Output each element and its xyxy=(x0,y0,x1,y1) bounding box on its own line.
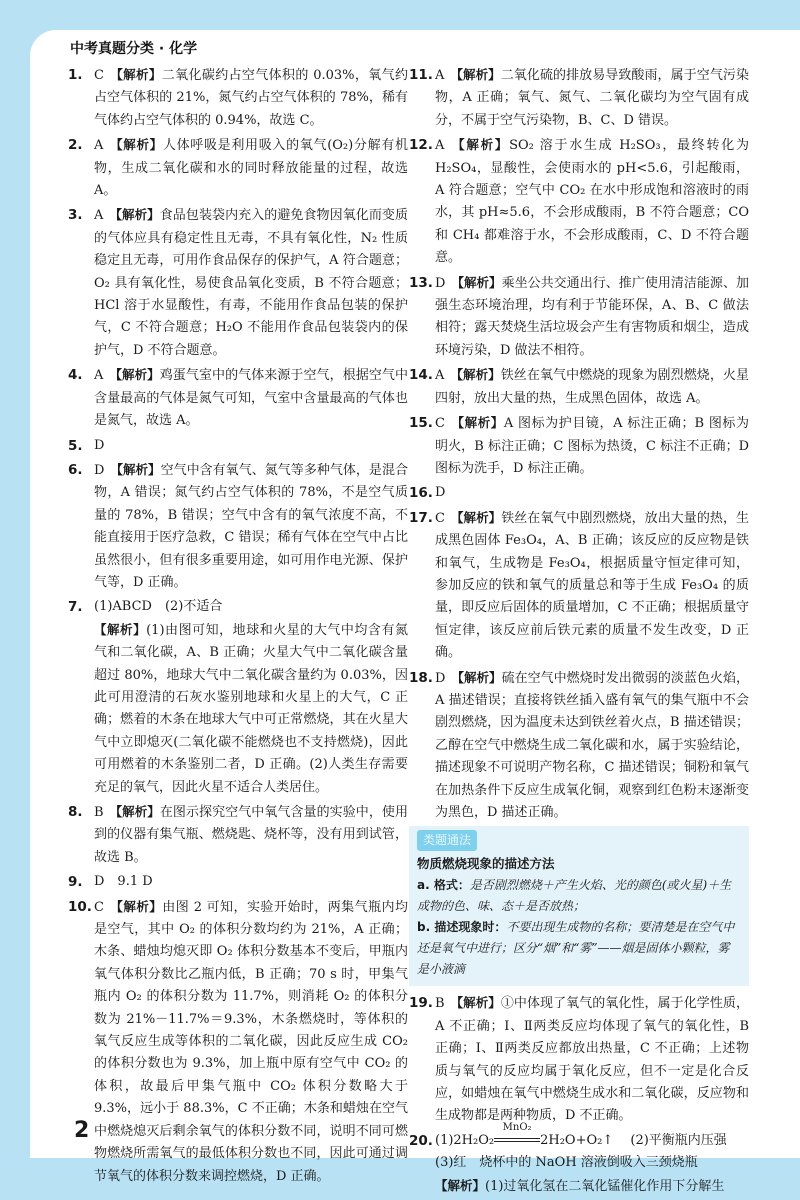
explanation-text: ①中体现了氧气的氧化性，属于化学性质，A 不正确；Ⅰ、Ⅱ两类反应均体现了氧气的氧化性，B 正确；Ⅰ、Ⅱ两类反应都放出热量，C 不正确；上述物质与氧气的反应均属于氧化反应，但不一定是化合反应，如蜡烛在氧气中燃烧生成水和二氧化碳，反应物和生成物都是两种物质，D 不正确。 xyxy=(435,996,749,1124)
catalyst-arrow: MnO₂ xyxy=(494,1133,540,1147)
tip-line-b: b. 描述现象时：不要出现生成物的名称；要清楚是在空气中还是氧气中进行；区分“烟”和“雾”——烟是固体小颗粒，雾是小液滴 xyxy=(417,920,735,977)
answer-item xyxy=(409,667,749,825)
answer-choice: D xyxy=(435,670,446,686)
question-number: 16. xyxy=(409,485,433,502)
question-number: 1. xyxy=(68,67,83,83)
page-header-title: 中考真题分类 · 化学 xyxy=(70,41,198,57)
tip-title: 物质燃烧现象的描述方法 xyxy=(417,856,555,872)
answer-choice: D xyxy=(94,462,105,478)
answer-item xyxy=(409,134,749,269)
explanation-text: 由图 2 可知，实验开始时，两集气瓶内均是空气，其中 O₂ 的体积分数均约为 21%，A 正确；木条、蜡烛均熄灭即 O₂ 体积分数基本不变后，甲瓶内氧气体积分数比乙瓶内低，B 正确；70 s 时，甲集气瓶内 O₂ 的体积分数为 11.7%，则消耗 O₂ 的体积分数为 21%－11.7%＝9.3%，木条燃烧时，等体积的氧气反应生成等体积的二氧化碳，因此反应生成 CO₂ 的体积分数也为 9.3%，加上瓶中原有空气中 CO₂ 的体积，故最后甲集气瓶中 CO₂ 体积分数略大于 9.3%，远小于 88.3%，C 不正确；木条和蜡烛在空气中燃烧熄灭后剩余氧气的体积分数不同，说明不同可燃物燃烧所需氧气的最低体积分数也不同，因此可通过调节氧气的体积分数来调控燃烧，D 正确。 xyxy=(94,899,408,1184)
tip-box xyxy=(409,826,749,986)
question-number: 15. xyxy=(409,415,433,432)
answer-choice: A xyxy=(94,138,104,154)
answer-item-20 xyxy=(409,1122,749,1198)
explanation-text: 铁丝在氧气中剧烈燃烧，放出大量的热，生成黑色固体 Fe₃O₄，A、B 正确；该反应的反应物是铁和氧气，生成物是 Fe₃O₄，根据质量守恒定律可知，参加反应的铁和氧气的质量总和等于生成 Fe₃O₄ 的质量，即反应后固体的质量增加，C 不正确；根据质量守恒定律，该反应前后铁元素的质量不发生改变，D 正确。 xyxy=(435,510,749,661)
explanation-label: 【解析】 xyxy=(109,207,160,223)
question-number: 17. xyxy=(409,509,433,526)
answer-item xyxy=(409,412,749,480)
right-column xyxy=(409,64,749,1200)
explanation-label: 【解析】 xyxy=(450,509,502,525)
answer-item xyxy=(68,364,408,432)
question-number: 12. xyxy=(409,137,433,154)
explanation-label: 【解析】 xyxy=(94,621,147,637)
explanation-text: 二氧化碳约占空气体积的 0.03%，氧气约占空气体积的 21%，氮气约占空气体积的 78%，稀有气体约占空气体积的 0.94%，故选 C。 xyxy=(94,68,408,128)
explanation-text: 空气中含有氧气、氮气等多种气体，是混合物，A 错误；氮气约占空气体积的 78%，不是空气质量的 78%，B 错误；空气中含有的氧气浓度不高，不能直接用于医疗急救，C 错误；稀有气体在空气中占比虽然很小，但有很多重要用途，如可用作电光源、保护气等，D 正确。 xyxy=(94,462,408,590)
left-column xyxy=(68,64,408,1190)
question-number: 11. xyxy=(409,67,433,83)
answer-choice: C xyxy=(94,899,104,915)
explanation-text: A 图标为护目镜，A 标注正确；B 图标为明火，B 标注正确；C 图标为热烫，C 标注不正确；D 图标为洗手，D 标注正确。 xyxy=(435,416,749,476)
answer-choice: A xyxy=(94,368,104,384)
answer-item xyxy=(409,272,749,363)
explanation-text: 食品包装袋内充入的避免食物因氧化而变质的气体应具有稳定性且无毒，不具有氧化性，N₂ 性质稳定且无毒，可用作食品保存的保护气，A 符合题意；O₂ 具有氧化性，易使食品氧化变质，B 不符合题意；HCl 溶于水显酸性，有毒，不能用作食品包装的保护气，C 不符合题意；H₂O 不能用作食品包装袋内的保护气，D 不符合题意。 xyxy=(94,208,408,358)
question-number: 5. xyxy=(68,437,83,454)
answer-choice: B xyxy=(435,996,445,1012)
answer-item xyxy=(68,204,408,362)
answer-choice: D xyxy=(435,275,446,291)
explanation-text: 二氧化硫的排放易导致酸雨，属于空气污染物，A 正确；氧气、氮气、二氧化碳均为空气固有成分，不属于空气污染物，B、C、D 错误。 xyxy=(435,68,749,128)
explanation-text: SO₂ 溶于水生成 H₂SO₃，最终转化为 H₂SO₄，显酸性，会使雨水的 pH<5.6，引起酸雨，A 符合题意；空气中 CO₂ 在水中形成饱和溶液时的雨水，其 pH≈5.6，不会形成酸雨，B 不符合题意；CO 和 CH₄ 都难溶于水，不会形成酸雨，C、D 不符合题意。 xyxy=(435,138,749,266)
explanation-label: 【解析】 xyxy=(450,367,501,383)
question-number: 6. xyxy=(68,461,83,478)
answer-choice: D xyxy=(94,437,105,453)
question-number: 20. xyxy=(409,1132,433,1149)
answer-choice: C xyxy=(435,416,445,432)
answer-item xyxy=(68,64,408,132)
answer-choice: A xyxy=(94,208,104,224)
question-number: 14. xyxy=(409,367,433,384)
answer-choice: D 9.1 D xyxy=(94,874,153,890)
explanation-text: 鸡蛋气室中的气体来源于空气，根据空气中含量最高的气体是氮气可知，气室中含量最高的气体也是氮气，故选 A。 xyxy=(94,368,408,429)
explanation-text: 人体呼吸是利用吸入的氧气(O₂)分解有机物，生成二氧化碳和水的同时释放能量的过程，故选 A。 xyxy=(94,138,408,199)
question-number: 2. xyxy=(68,137,83,154)
answer-part2: (2)平衡瓶内压强 xyxy=(630,1132,727,1148)
answer-item xyxy=(409,992,749,1127)
page-number: 2 xyxy=(74,1118,90,1143)
answer-choice: A xyxy=(435,68,445,83)
explanation-label: 【解析】 xyxy=(450,415,504,431)
explanation-label: 【解析】 xyxy=(435,1177,486,1193)
explanation-label: 【解析】 xyxy=(450,995,501,1011)
answer-choice: C xyxy=(94,68,104,83)
answer-item xyxy=(68,871,408,893)
explanation-text: 在图示探究空气中氧气含量的实验中，使用到的仪器有集气瓶、燃烧匙、烧杯等，没有用到试管，故选 B。 xyxy=(94,805,408,865)
answer-choice: C xyxy=(435,510,445,526)
answer-item xyxy=(409,507,749,665)
answer-item xyxy=(68,596,408,799)
answer-choice: (1)ABCD (2)不适合 xyxy=(94,599,223,615)
explanation-label: 【解析】 xyxy=(109,67,162,82)
question-number: 4. xyxy=(68,367,83,384)
explanation-text: (1)过氧化氢在二氧化锰催化作用下分解生 xyxy=(485,1178,725,1194)
answer-item xyxy=(409,64,749,132)
question-number: 8. xyxy=(68,804,83,820)
explanation-label: 【解析】 xyxy=(109,367,160,383)
answer-item xyxy=(409,364,749,410)
answer-item xyxy=(409,482,749,504)
tip-line-a: a. 格式：是否剧烈燃烧＋产生火焰、光的颜色(或火星)＋生成物的色、味、态＋是否放热； xyxy=(417,878,732,914)
explanation-text: 硫在空气中燃烧时发出微弱的淡蓝色火焰，A 描述错误；直接将铁丝插入盛有氧气的集气瓶中不会剧烈燃烧，因为温度未达到铁丝着火点，B 描述错误；乙醇在空气中燃烧生成二氧化碳和水，属于实验结论，描述现象不可说明产物名称，C 描述错误；铜粉和氧气在加热条件下反应生成氧化铜，观察到红色粉末逐渐变为黑色，D 描述正确。 xyxy=(435,670,749,820)
explanation-label: 【解析】 xyxy=(109,898,163,914)
answer-choice: A xyxy=(435,138,445,154)
explanation-label: 【解析】 xyxy=(450,137,510,153)
question-number: 7. xyxy=(68,599,83,616)
explanation-label: 【解析】 xyxy=(109,804,160,819)
question-number: 9. xyxy=(68,874,83,891)
tip-tag: 类题通法 xyxy=(417,830,477,851)
equation: (1)2H₂O₂ MnO₂ 2H₂O+O₂↑ xyxy=(435,1122,614,1148)
answer-item xyxy=(68,459,408,594)
answer-choice: B xyxy=(94,805,104,820)
question-number: 13. xyxy=(409,274,433,291)
explanation-label: 【解析】 xyxy=(110,461,161,477)
answer-item xyxy=(68,801,408,869)
answer-item xyxy=(68,896,408,1188)
answer-choice: D xyxy=(435,485,446,501)
explanation-label: 【解析】 xyxy=(450,67,501,82)
page xyxy=(30,30,800,1194)
explanation-label: 【解析】 xyxy=(451,274,502,290)
explanation-text: 铁丝在氧气中燃烧的现象为剧烈燃烧，火星四射，放出大量的热，生成黑色固体，故选 A。 xyxy=(435,368,749,406)
explanation-label: 【解析】 xyxy=(451,669,502,685)
question-number: 18. xyxy=(409,669,433,686)
question-number: 10. xyxy=(68,898,92,915)
question-number: 19. xyxy=(409,995,433,1012)
answer-choice: A xyxy=(435,368,445,384)
answer-part3: (3)红 烧杯中的 NaOH 溶液倒吸入三颈烧瓶 xyxy=(435,1155,698,1171)
explanation-text: (1)由图可知，地球和火星的大气中均含有氮气和二氧化碳，A、B 正确；火星大气中二氧化碳含量超过 80%，地球大气中二氧化碳含量约为 0.03%，因此可用澄清的石灰水鉴别地球和火星上的大气，C 正确；燃着的木条在地球大气中可正常燃烧，其在火星大气中立即熄灭(二氧化碳不能燃烧也不支持燃烧)，因此可用燃着的木条鉴别二者，D 正确。(2)人类生存需要充足的氧气，因此火星不适合人类居住。 xyxy=(94,622,408,795)
answer-item xyxy=(68,435,408,457)
question-number: 3. xyxy=(68,207,83,224)
explanation-text: 乘坐公共交通出行、推广使用清洁能源、加强生态环境治理，均有利于节能环保，A、B、C 做法相符；露天焚烧生活垃圾会产生有害物质和烟尘，造成环境污染，D 做法不相符。 xyxy=(435,275,749,358)
answer-item xyxy=(68,134,408,202)
explanation-label: 【解析】 xyxy=(109,137,163,153)
